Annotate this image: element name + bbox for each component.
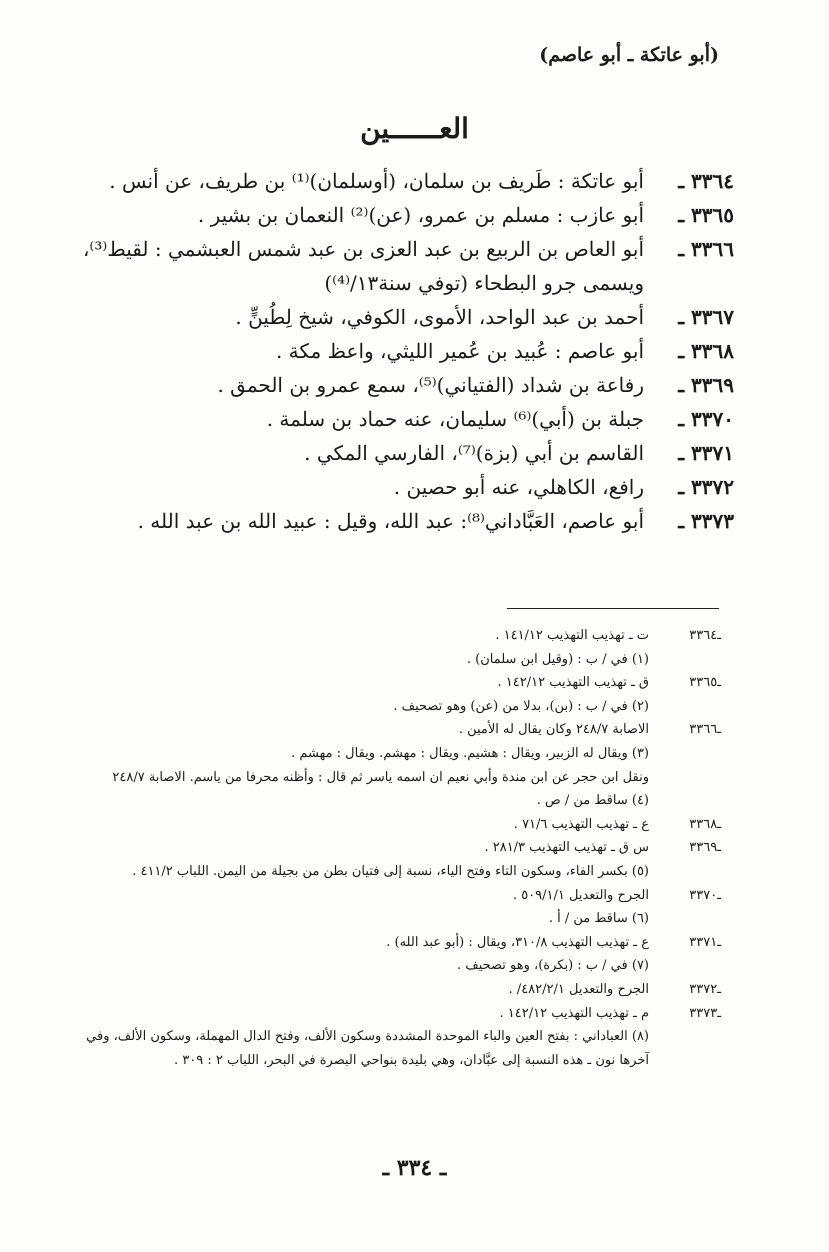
footnotes (76, 624, 721, 1072)
footnote-text: (٥) بكسر الفاء، وسكون التاء وفتح الياء، نسبة إلى فتيان بطن من بجيلة من اليمن. اللباب ٤١١/٢ . (132, 863, 649, 879)
footnote-ref: ـ٣٣٧١ (689, 934, 721, 950)
footnote-text: ع ـ تهذيب التهذيب ٧١/٦ . (513, 816, 649, 832)
footnote-ref: ـ٣٣٦٨ (689, 816, 721, 832)
footnote (76, 978, 721, 1002)
footnote (76, 1025, 721, 1072)
footnote-text: (٤) ساقط من / ص . (536, 793, 649, 809)
entry-number: ٣٣٦٨ ـ (678, 339, 734, 363)
entry-text: جبلة بن (أبي)⁽⁶⁾ سليمان، عنه حماد بن سلمة . (266, 407, 644, 431)
entry (40, 402, 734, 436)
footnote-ref: ـ٣٣٧٢ (689, 981, 721, 997)
entry-number: ٣٣٧٢ ـ (678, 475, 734, 499)
footnote (76, 813, 721, 837)
footnote (76, 766, 721, 790)
entry-number: ٣٣٦٤ ـ (678, 169, 734, 193)
footnote-ref: ـ٣٣٦٥ (689, 675, 721, 691)
footnote (76, 836, 721, 860)
entry-number: ٣٣٦٦ ـ (678, 237, 734, 261)
footnote-text: ت ـ تهذيب التهذيب ١٤١/١٢ . (495, 628, 649, 643)
footnote (76, 789, 721, 813)
page-number: ـ ٣٣٤ ـ (382, 1155, 447, 1181)
footnote-ref: ـ٣٣٦٦ (689, 722, 721, 738)
entry (40, 436, 734, 470)
entry-number: ٣٣٦٥ ـ (678, 203, 734, 227)
footnote-text: ع ـ تهذيب التهذيب ٣١٠/٨، ويقال : (أبو عبد الله) . (386, 934, 649, 950)
footnote-text: س ق ـ تهذيب التهذيب ٢٨١/٣ . (484, 840, 649, 856)
entry-text: أبو العاص بن الربيع بن عبد العزى بن عبد شمس العبشمي : لقيط⁽³⁾، ويسمى جرو البطحاء (توفي سنة١٣/⁽⁴⁾) (82, 237, 644, 295)
entry-text: أحمد بن عبد الواحد، الأموى، الكوفي، شيخ لِطُينٍّ . (235, 305, 644, 329)
footnote-ref: ـ٣٣٧٣ (689, 1005, 721, 1021)
footnote-text: (٣) ويقال له الزبير، ويقال : هشيم. ويقال : مهشم. ويقال : مهشم . (291, 745, 649, 761)
footnote (76, 742, 721, 766)
footnote-text: الجرح والتعديل ٥٠٩/١/١ . (512, 887, 649, 903)
entry (40, 300, 734, 334)
entry-text: أبو عاصم : عُبيد بن عُمير الليثي، واعظ مكة . (275, 339, 644, 363)
footnote-divider (507, 608, 719, 609)
entry (40, 504, 734, 538)
entry-number: ٣٣٦٧ ـ (678, 305, 734, 329)
footnote-ref: ـ٣٣٦٤ (689, 628, 721, 643)
footnote-text: ق ـ تهذيب التهذيب ١٤٢/١٢ . (497, 675, 649, 691)
entry (40, 470, 734, 504)
running-header: (أبو عاتكة ـ أبو عاصم) (539, 44, 719, 66)
entry-text: أبو عاصم، العَبَّاداني⁽⁸⁾: عبد الله، وقيل : عبيد الله بن عبد الله . (137, 509, 644, 533)
section-title: العــــــين (360, 112, 469, 145)
entry-text: رفاعة بن شداد (الفتياني)⁽⁵⁾، سمع عمرو بن الحمق . (217, 373, 644, 397)
footnote-text: الاصابة ٢٤٨/٧ وكان يقال له الأمين . (458, 722, 649, 738)
entry-number: ٣٣٦٩ ـ (678, 373, 734, 397)
entries-list (40, 164, 734, 538)
footnote-text: (٦) ساقط من / أ . (548, 911, 649, 927)
footnote (76, 931, 721, 955)
footnote (76, 954, 721, 978)
footnote (76, 884, 721, 908)
footnote-text: (١) في / ب : (وقيل ابن سلمان) . (466, 651, 649, 667)
footnote (76, 907, 721, 931)
entry-number: ٣٣٧٠ ـ (678, 407, 734, 431)
entry-text: أبو عازب : مسلم بن عمرو، (عن)⁽²⁾ النعمان بن بشير . (197, 203, 644, 227)
entry (40, 164, 734, 198)
footnote (76, 648, 721, 672)
footnote (76, 860, 721, 884)
footnote-text: م ـ تهذيب التهذيب ١٤٢/١٢ . (499, 1005, 649, 1021)
footnote-ref: ـ٣٣٦٩ (689, 840, 721, 856)
footnote-ref: ـ٣٣٧٠ (689, 887, 721, 903)
entry-text: أبو عاتكة : طَريف بن سلمان، (أوسلمان)⁽¹⁾ بن طريف، عن أنس . (109, 169, 644, 193)
footnote (76, 1002, 721, 1026)
footnote-text: (٢) في / ب : (بن)، بدلا من (عن) وهو تصحيف . (393, 698, 649, 714)
footnote (76, 624, 721, 648)
entry-text: رافع، الكاهلي، عنه أبو حصين . (393, 475, 644, 499)
entry (40, 232, 734, 300)
entry-text: القاسم بن أبي (بزة)⁽⁷⁾، الفارسي المكي . (304, 441, 644, 465)
footnote-text: الجرح والتعديل ٤٨٢/٢/١/ . (508, 981, 649, 997)
footnote (76, 695, 721, 719)
entry-number: ٣٣٧٣ ـ (678, 509, 734, 533)
entry (40, 334, 734, 368)
footnote (76, 718, 721, 742)
entry (40, 368, 734, 402)
footnote (76, 671, 721, 695)
entry-number: ٣٣٧١ ـ (678, 441, 734, 465)
entry (40, 198, 734, 232)
footnote-text: (٨) العباداني : بفتح العين والباء الموحدة المشددة وسكون الألف، وفتح الدال المهملة، وسكون الألف، وفي آخرها نون ـ هذه النسبة إلى عبَّادان، وهي بليدة بنواحي البصرة في البحر، اللباب ٢ : ٣٠٩ . (86, 1029, 649, 1068)
footnote-text: ونقل ابن حجر عن ابن مندة وأبي نعيم ان اسمه ياسر ثم قال : وأظنه محرفا من ياسم. الاصابة ٢٤٨/٧ (112, 769, 649, 785)
footnote-text: (٧) في / ب : (بكرة)، وهو تصحيف . (456, 958, 649, 974)
